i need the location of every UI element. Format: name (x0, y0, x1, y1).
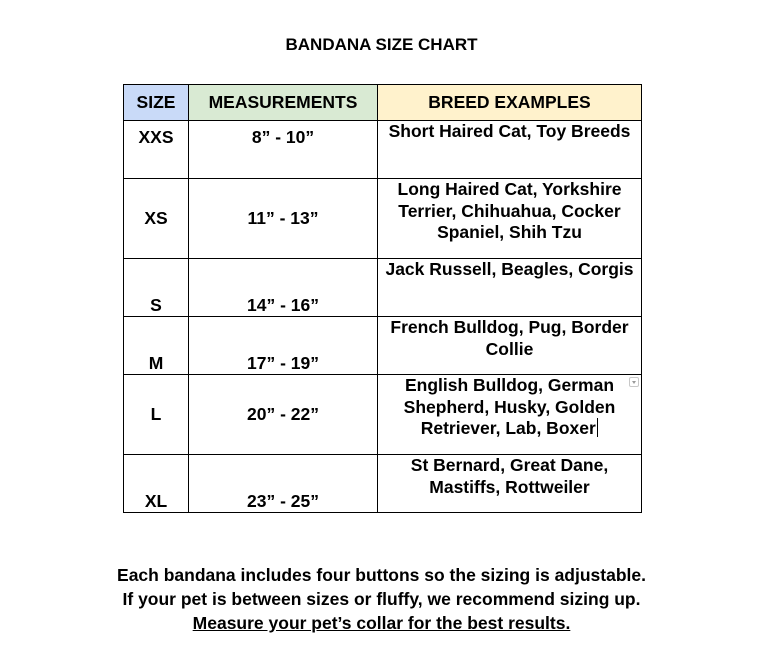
text-cursor (597, 418, 599, 437)
size-cell[interactable]: XL (124, 455, 189, 513)
table-row (124, 375, 642, 455)
footer-line-measure: Measure your pet’s collar for the best results. (192, 613, 571, 633)
size-cell[interactable]: XXS (124, 121, 189, 179)
measurements-cell[interactable]: 17” - 19” (189, 317, 378, 375)
footer-notes (0, 563, 763, 635)
breed-examples-cell[interactable]: Short Haired Cat, Toy Breeds (378, 121, 642, 179)
table-header-row (124, 85, 642, 121)
table-row (124, 121, 642, 179)
measurements-cell[interactable]: 20” - 22” (189, 375, 378, 455)
size-cell[interactable]: M (124, 317, 189, 375)
breed-examples-text: English Bulldog, German Shepherd, Husky, Golden Retriever, Lab, Boxer (403, 375, 616, 438)
page-title: BANDANA SIZE CHART (285, 35, 478, 54)
table-row (124, 259, 642, 317)
breed-examples-cell[interactable]: Long Haired Cat, Yorkshire Terrier, Chihuahua, Cocker Spaniel, Shih Tzu (378, 179, 642, 259)
breed-examples-cell[interactable]: St Bernard, Great Dane, Mastiffs, Rottweiler (378, 455, 642, 513)
size-chart-table (123, 84, 642, 513)
breed-examples-cell[interactable]: Jack Russell, Beagles, Corgis (378, 259, 642, 317)
breed-examples-cell[interactable]: French Bulldog, Pug, Border Collie (378, 317, 642, 375)
measurements-cell[interactable]: 14” - 16” (189, 259, 378, 317)
footer-line-sizing-up: If your pet is between sizes or fluffy, we recommend sizing up. (122, 589, 641, 609)
table-row (124, 179, 642, 259)
size-cell[interactable]: S (124, 259, 189, 317)
column-header-breed-examples[interactable]: BREED EXAMPLES (378, 85, 642, 121)
column-header-measurements[interactable]: MEASUREMENTS (189, 85, 378, 121)
table-row (124, 317, 642, 375)
measurements-cell[interactable]: 11” - 13” (189, 179, 378, 259)
table-row (124, 455, 642, 513)
measurements-cell[interactable]: 8” - 10” (189, 121, 378, 179)
footer-line-adjustable: Each bandana includes four buttons so the sizing is adjustable. (117, 565, 646, 585)
measurements-cell[interactable]: 23” - 25” (189, 455, 378, 513)
column-header-size[interactable]: SIZE (124, 85, 189, 121)
size-cell[interactable]: L (124, 375, 189, 455)
cell-dropdown-icon[interactable] (629, 377, 639, 387)
size-cell[interactable]: XS (124, 179, 189, 259)
breed-examples-cell-active[interactable] (378, 375, 642, 455)
